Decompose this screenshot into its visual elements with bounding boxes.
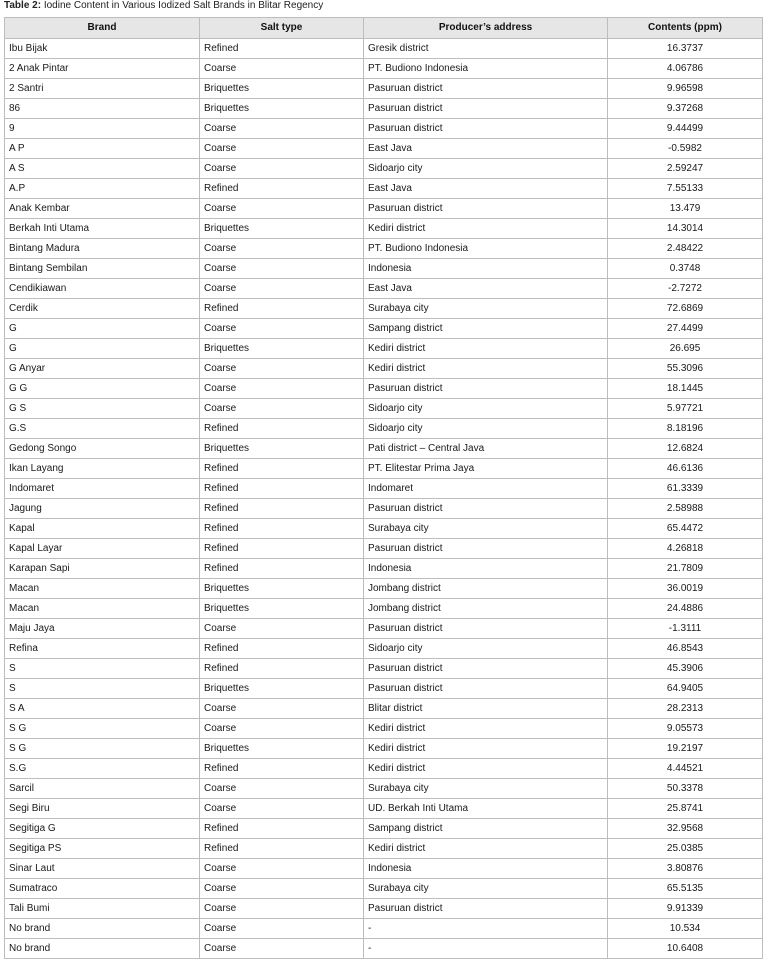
table-row <box>5 899 763 919</box>
cell-brand: S A <box>5 699 200 719</box>
table-row <box>5 499 763 519</box>
cell-brand: Kapal <box>5 519 200 539</box>
table-row <box>5 119 763 139</box>
cell-contents: 4.44521 <box>608 759 763 779</box>
cell-salt-type: Coarse <box>200 799 364 819</box>
cell-contents: 32.9568 <box>608 819 763 839</box>
cell-salt-type: Coarse <box>200 399 364 419</box>
cell-salt-type: Coarse <box>200 939 364 959</box>
table-row <box>5 599 763 619</box>
cell-salt-type: Coarse <box>200 879 364 899</box>
table-row <box>5 779 763 799</box>
iodine-content-table <box>4 17 763 959</box>
column-header-salt-type: Salt type <box>200 18 364 39</box>
cell-salt-type: Coarse <box>200 899 364 919</box>
cell-contents: 8.18196 <box>608 419 763 439</box>
cell-producer-address: Indonesia <box>364 559 608 579</box>
table-row <box>5 759 763 779</box>
cell-brand: Macan <box>5 579 200 599</box>
cell-contents: 9.44499 <box>608 119 763 139</box>
table-row <box>5 819 763 839</box>
cell-salt-type: Refined <box>200 659 364 679</box>
cell-brand: A P <box>5 139 200 159</box>
column-header-brand: Brand <box>5 18 200 39</box>
cell-producer-address: Pasuruan district <box>364 539 608 559</box>
cell-salt-type: Coarse <box>200 159 364 179</box>
table-row <box>5 299 763 319</box>
table-row <box>5 39 763 59</box>
cell-contents: 10.534 <box>608 919 763 939</box>
cell-salt-type: Coarse <box>200 259 364 279</box>
cell-producer-address: Pasuruan district <box>364 119 608 139</box>
cell-contents: 2.58988 <box>608 499 763 519</box>
cell-producer-address: Pasuruan district <box>364 659 608 679</box>
cell-brand: S <box>5 659 200 679</box>
table-row <box>5 799 763 819</box>
cell-contents: 27.4499 <box>608 319 763 339</box>
cell-contents: 36.0019 <box>608 579 763 599</box>
cell-brand: Jagung <box>5 499 200 519</box>
cell-brand: 9 <box>5 119 200 139</box>
cell-brand: Sumatraco <box>5 879 200 899</box>
cell-brand: A.P <box>5 179 200 199</box>
cell-brand: No brand <box>5 919 200 939</box>
cell-contents: 46.8543 <box>608 639 763 659</box>
cell-salt-type: Briquettes <box>200 579 364 599</box>
cell-contents: 2.59247 <box>608 159 763 179</box>
table-row <box>5 619 763 639</box>
cell-salt-type: Briquettes <box>200 439 364 459</box>
cell-contents: 9.37268 <box>608 99 763 119</box>
table-row <box>5 699 763 719</box>
cell-contents: 3.80876 <box>608 859 763 879</box>
cell-salt-type: Coarse <box>200 199 364 219</box>
cell-contents: 7.55133 <box>608 179 763 199</box>
cell-producer-address: Pati district – Central Java <box>364 439 608 459</box>
table-row <box>5 539 763 559</box>
table-row <box>5 339 763 359</box>
cell-producer-address: UD. Berkah Inti Utama <box>364 799 608 819</box>
table-row <box>5 259 763 279</box>
table-row <box>5 939 763 959</box>
cell-contents: 4.06786 <box>608 59 763 79</box>
cell-producer-address: Indonesia <box>364 859 608 879</box>
cell-salt-type: Coarse <box>200 59 364 79</box>
cell-salt-type: Refined <box>200 639 364 659</box>
cell-contents: 45.3906 <box>608 659 763 679</box>
cell-brand: Berkah Inti Utama <box>5 219 200 239</box>
table-row <box>5 139 763 159</box>
cell-contents: 46.6136 <box>608 459 763 479</box>
cell-salt-type: Briquettes <box>200 99 364 119</box>
table-row <box>5 179 763 199</box>
cell-producer-address: Pasuruan district <box>364 499 608 519</box>
cell-producer-address: Kediri district <box>364 359 608 379</box>
cell-brand: Gedong Songo <box>5 439 200 459</box>
table-row <box>5 919 763 939</box>
cell-contents: 25.0385 <box>608 839 763 859</box>
cell-producer-address: Pasuruan district <box>364 899 608 919</box>
table-caption <box>4 0 323 14</box>
cell-producer-address: Sampang district <box>364 319 608 339</box>
cell-brand: Segitiga PS <box>5 839 200 859</box>
cell-contents: 72.6869 <box>608 299 763 319</box>
cell-producer-address: Blitar district <box>364 699 608 719</box>
table-row <box>5 99 763 119</box>
cell-brand: S G <box>5 739 200 759</box>
cell-salt-type: Briquettes <box>200 679 364 699</box>
cell-brand: Sarcil <box>5 779 200 799</box>
cell-producer-address: - <box>364 919 608 939</box>
cell-brand: Bintang Madura <box>5 239 200 259</box>
cell-producer-address: Sidoarjo city <box>364 419 608 439</box>
cell-contents: 65.4472 <box>608 519 763 539</box>
cell-producer-address: - <box>364 939 608 959</box>
cell-producer-address: Pasuruan district <box>364 99 608 119</box>
cell-brand: No brand <box>5 939 200 959</box>
table-row <box>5 719 763 739</box>
table-row <box>5 459 763 479</box>
cell-contents: 12.6824 <box>608 439 763 459</box>
table-row <box>5 159 763 179</box>
cell-salt-type: Coarse <box>200 139 364 159</box>
table-row <box>5 839 763 859</box>
cell-contents: 4.26818 <box>608 539 763 559</box>
table-row <box>5 399 763 419</box>
cell-contents: 28.2313 <box>608 699 763 719</box>
cell-salt-type: Refined <box>200 299 364 319</box>
cell-salt-type: Briquettes <box>200 599 364 619</box>
cell-brand: Kapal Layar <box>5 539 200 559</box>
cell-brand: Ibu Bijak <box>5 39 200 59</box>
cell-salt-type: Coarse <box>200 379 364 399</box>
cell-brand: S.G <box>5 759 200 779</box>
table-caption-text: Iodine Content in Various Iodized Salt Brands in Blitar Regency <box>43 0 324 11</box>
cell-producer-address: Kediri district <box>364 719 608 739</box>
cell-contents: 25.8741 <box>608 799 763 819</box>
table-row <box>5 359 763 379</box>
cell-producer-address: Surabaya city <box>364 779 608 799</box>
cell-contents: 14.3014 <box>608 219 763 239</box>
cell-contents: 21.7809 <box>608 559 763 579</box>
cell-salt-type: Refined <box>200 459 364 479</box>
cell-salt-type: Coarse <box>200 919 364 939</box>
cell-producer-address: East Java <box>364 279 608 299</box>
table-row <box>5 239 763 259</box>
cell-producer-address: PT. Budiono Indonesia <box>364 59 608 79</box>
cell-salt-type: Coarse <box>200 359 364 379</box>
cell-brand: Ikan Layang <box>5 459 200 479</box>
cell-producer-address: East Java <box>364 179 608 199</box>
cell-producer-address: Gresik district <box>364 39 608 59</box>
cell-brand: G S <box>5 399 200 419</box>
cell-producer-address: Kediri district <box>364 839 608 859</box>
cell-salt-type: Coarse <box>200 719 364 739</box>
cell-producer-address: Pasuruan district <box>364 619 608 639</box>
cell-producer-address: Kediri district <box>364 759 608 779</box>
table-body <box>5 39 763 959</box>
cell-producer-address: Kediri district <box>364 339 608 359</box>
cell-contents: 24.4886 <box>608 599 763 619</box>
cell-salt-type: Coarse <box>200 319 364 339</box>
cell-salt-type: Briquettes <box>200 339 364 359</box>
cell-brand: Karapan Sapi <box>5 559 200 579</box>
table-row <box>5 519 763 539</box>
cell-salt-type: Refined <box>200 539 364 559</box>
cell-brand: G <box>5 339 200 359</box>
table-row <box>5 859 763 879</box>
cell-salt-type: Refined <box>200 839 364 859</box>
cell-brand: Segi Biru <box>5 799 200 819</box>
cell-brand: G G <box>5 379 200 399</box>
cell-contents: 50.3378 <box>608 779 763 799</box>
cell-producer-address: Pasuruan district <box>364 679 608 699</box>
cell-producer-address: Kediri district <box>364 739 608 759</box>
table-row <box>5 659 763 679</box>
cell-producer-address: Sidoarjo city <box>364 159 608 179</box>
cell-producer-address: Pasuruan district <box>364 199 608 219</box>
cell-salt-type: Briquettes <box>200 79 364 99</box>
table-row <box>5 219 763 239</box>
cell-contents: 26.695 <box>608 339 763 359</box>
cell-contents: 2.48422 <box>608 239 763 259</box>
table-row <box>5 879 763 899</box>
cell-salt-type: Coarse <box>200 279 364 299</box>
table-row <box>5 579 763 599</box>
cell-contents: -0.5982 <box>608 139 763 159</box>
cell-salt-type: Coarse <box>200 859 364 879</box>
cell-brand: S G <box>5 719 200 739</box>
cell-brand: Segitiga G <box>5 819 200 839</box>
table-row <box>5 479 763 499</box>
cell-salt-type: Refined <box>200 559 364 579</box>
cell-producer-address: PT. Elitestar Prima Jaya <box>364 459 608 479</box>
cell-brand: Maju Jaya <box>5 619 200 639</box>
cell-salt-type: Coarse <box>200 699 364 719</box>
table-row <box>5 319 763 339</box>
cell-producer-address: Surabaya city <box>364 879 608 899</box>
cell-salt-type: Refined <box>200 419 364 439</box>
cell-brand: 2 Santri <box>5 79 200 99</box>
cell-brand: Cerdik <box>5 299 200 319</box>
cell-contents: 18.1445 <box>608 379 763 399</box>
cell-salt-type: Coarse <box>200 119 364 139</box>
column-header-contents: Contents (ppm) <box>608 18 763 39</box>
cell-contents: 0.3748 <box>608 259 763 279</box>
table-row <box>5 559 763 579</box>
cell-contents: 61.3339 <box>608 479 763 499</box>
cell-salt-type: Refined <box>200 519 364 539</box>
table-row <box>5 379 763 399</box>
cell-salt-type: Coarse <box>200 779 364 799</box>
table-row <box>5 679 763 699</box>
cell-salt-type: Refined <box>200 179 364 199</box>
cell-producer-address: Surabaya city <box>364 519 608 539</box>
cell-producer-address: Jombang district <box>364 599 608 619</box>
cell-salt-type: Coarse <box>200 239 364 259</box>
cell-brand: S <box>5 679 200 699</box>
table-row <box>5 439 763 459</box>
cell-salt-type: Refined <box>200 479 364 499</box>
cell-brand: Refina <box>5 639 200 659</box>
cell-contents: 55.3096 <box>608 359 763 379</box>
cell-producer-address: East Java <box>364 139 608 159</box>
cell-contents: 9.91339 <box>608 899 763 919</box>
cell-brand: Bintang Sembilan <box>5 259 200 279</box>
cell-brand: G Anyar <box>5 359 200 379</box>
cell-producer-address: Pasuruan district <box>364 379 608 399</box>
table-header-row <box>5 18 763 39</box>
cell-brand: 86 <box>5 99 200 119</box>
cell-producer-address: Indonesia <box>364 259 608 279</box>
cell-producer-address: Kediri district <box>364 219 608 239</box>
cell-contents: 13.479 <box>608 199 763 219</box>
cell-brand: Sinar Laut <box>5 859 200 879</box>
cell-salt-type: Briquettes <box>200 219 364 239</box>
column-header-producer-address: Producer’s address <box>364 18 608 39</box>
cell-salt-type: Refined <box>200 759 364 779</box>
cell-salt-type: Refined <box>200 499 364 519</box>
cell-producer-address: Indomaret <box>364 479 608 499</box>
cell-producer-address: Sidoarjo city <box>364 639 608 659</box>
cell-contents: 9.05573 <box>608 719 763 739</box>
cell-contents: 19.2197 <box>608 739 763 759</box>
cell-contents: 5.97721 <box>608 399 763 419</box>
table-row <box>5 199 763 219</box>
cell-brand: Indomaret <box>5 479 200 499</box>
cell-contents: 64.9405 <box>608 679 763 699</box>
cell-brand: Anak Kembar <box>5 199 200 219</box>
cell-producer-address: Surabaya city <box>364 299 608 319</box>
cell-contents: -2.7272 <box>608 279 763 299</box>
cell-brand: A S <box>5 159 200 179</box>
cell-producer-address: PT. Budiono Indonesia <box>364 239 608 259</box>
table-row <box>5 59 763 79</box>
table-row <box>5 639 763 659</box>
cell-brand: G <box>5 319 200 339</box>
cell-brand: Tali Bumi <box>5 899 200 919</box>
cell-producer-address: Jombang district <box>364 579 608 599</box>
cell-producer-address: Pasuruan district <box>364 79 608 99</box>
table-caption-label: Table 2: <box>4 0 42 11</box>
cell-producer-address: Sampang district <box>364 819 608 839</box>
table-row <box>5 79 763 99</box>
cell-brand: Cendikiawan <box>5 279 200 299</box>
cell-salt-type: Refined <box>200 819 364 839</box>
cell-contents: 65.5135 <box>608 879 763 899</box>
cell-brand: Macan <box>5 599 200 619</box>
table-row <box>5 419 763 439</box>
cell-contents: 10.6408 <box>608 939 763 959</box>
cell-contents: 16.3737 <box>608 39 763 59</box>
cell-producer-address: Sidoarjo city <box>364 399 608 419</box>
cell-salt-type: Refined <box>200 39 364 59</box>
cell-contents: 9.96598 <box>608 79 763 99</box>
cell-contents: -1.3111 <box>608 619 763 639</box>
cell-salt-type: Coarse <box>200 619 364 639</box>
table-row <box>5 739 763 759</box>
cell-salt-type: Briquettes <box>200 739 364 759</box>
cell-brand: 2 Anak Pintar <box>5 59 200 79</box>
table-row <box>5 279 763 299</box>
cell-brand: G.S <box>5 419 200 439</box>
